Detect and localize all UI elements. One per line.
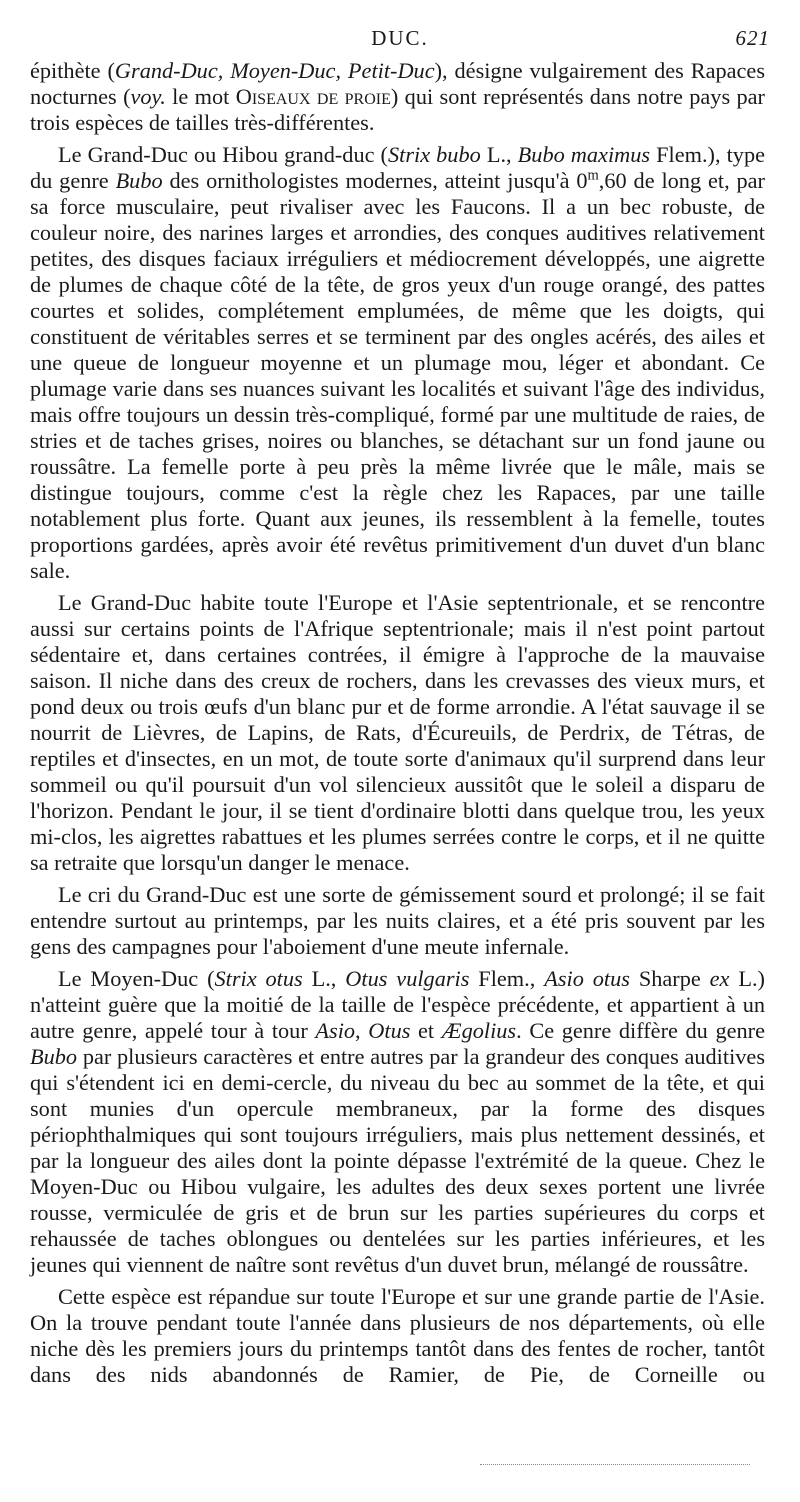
text-segment: . Ce genre diffère du genre [516,1018,765,1043]
text-segment: Strix bubo [387,142,481,167]
text-segment: Ægolius [441,1018,517,1043]
text-segment: Otus vulgaris [345,966,470,991]
text-segment: m [587,167,599,184]
text-segment: Strix otus [214,966,303,991]
text-segment: Bubo [115,168,163,193]
text-segment: Le Moyen-Duc ( [58,966,215,991]
text-segment: Asio [315,1018,356,1043]
text-segment: des ornithologistes modernes, atteint jusqu'à 0 [162,168,588,193]
text-segment: Bubo maximus [517,142,651,167]
footer-dotted-rule [480,1464,750,1465]
text-segment: Sharpe [629,966,710,991]
text-segment: ), désigne vulgairement des Rapaces nocturnes ( [30,58,766,109]
text-segment: ex [709,966,730,991]
text-segment: et [410,1018,442,1043]
text-segment: épithète ( [30,58,115,83]
text-segment: , [355,1018,369,1043]
text-segment: voy. [130,84,166,109]
text-segment: ) qui sont représentés dans notre pays par trois espèces de tailles très-différentes. [30,84,765,135]
body-text [30,58,765,1394]
text-segment: Asio otus [544,966,630,991]
paragraph [30,882,765,960]
text-segment: par plusieurs caractères et entre autres par la grandeur des conques auditives qui s'étendent ici en demi-cercle, du niveau du bec au sommet de la tête, et qui sont munies d'un opercule membraneux, par la forme des disques périophthalmiques qui sont toujours irréguliers, mais plus nettement dessinés, et par la longueur des ailes dont la pointe dépasse l'extrémité de la queue. Chez le Moyen-Duc ou Hibou vulgaire, les adultes des deux sexes portent une livrée rousse, vermiculée de gris et de brun sur les parties supérieures du corps et rehaussée de taches oblongues ou dentelées sur les parties inférieures, et les jeunes qui viennent de naître sont revêtus d'un duvet brun, mélangé de roussâtre. [30,1044,765,1277]
running-head: DUC. [371,26,429,50]
text-segment: Oiseaux de proie [235,84,391,109]
paragraph [30,58,765,136]
text-segment: Otus [368,1018,411,1043]
text-segment: L.) n'atteint guère que la moitié de la taille de l'espèce précédente, et appartient à un autre genre, appelé tour à tour [30,966,765,1043]
text-segment: Flem., [469,966,545,991]
page-header [30,26,770,54]
text-segment: Grand-Duc, Moyen-Duc, Petit-Duc [114,58,435,83]
text-segment: ,60 de long et, par sa force musculaire, peut rivaliser avec les Faucons. Il a un bec robuste, de couleur noire, des narines larges et arrondies, des conques auditives relativement petites, des disques faciaux irréguliers et médiocrement développés, une aigrette de plumes de chaque côté de la tête, de gros yeux d'un rouge orangé, des pattes courtes et solides, complétement emplumées, de même que les doigts, qui constituent de véritables serres et se terminent par des ongles acérés, des ailes et une queue de longueur moyenne et un plumage mou, léger et abondant. Ce plumage varie dans ses nuances suivant les localités et suivant l'âge des individus, mais offre toujours un dessin très-compliqué, formé par une multitude de raies, de stries et de taches grises, noires ou blanches, se détachant sur un fond jaune ou roussâtre. La femelle porte à peu près la même livrée que le mâle, mais se distingue toujours, comme c'est la règle chez les Rapaces, par une taille notablement plus forte. Quant aux jeunes, ils ressemblent à la femelle, toutes proportions gardées, après avoir été revêtus primitivement d'un duvet d'un blanc sale. [30,168,765,583]
paragraph [30,142,765,584]
paragraph [30,966,765,1278]
paragraph [30,590,765,876]
text-segment: L., [480,142,518,167]
paragraph [30,1284,765,1388]
text-segment: Bubo [30,1044,78,1069]
text-segment: Flem.), type du genre [30,142,766,193]
text-segment: Le Grand-Duc ou Hibou grand-duc ( [58,142,388,167]
page-number: 621 [735,26,770,50]
text-segment: L., [302,966,346,991]
text-segment: Le Grand-Duc habite toute l'Europe et l'Asie septentrionale, et se rencontre aussi sur certains points de l'Afrique septentrionale; mais il n'est point partout sédentaire et, dans certaines contrées, il émigre à l'approche de la mauvaise saison. Il niche dans des creux de rochers, dans les crevasses des vieux murs, et pond deux ou trois œufs d'un blanc pur et de forme arrondie. A l'état sauvage il se nourrit de Lièvres, de Lapins, de Rats, d'Écureuils, de Perdrix, de Tétras, de reptiles et d'insectes, en un mot, de toute sorte d'animaux qu'il surprend dans leur sommeil ou qu'il poursuit d'un vol silencieux aussitôt que le soleil a disparu de l'horizon. Pendant le jour, il se tient d'ordinaire blotti dans quelque trou, les yeux mi-clos, les aigrettes rabattues et les plumes serrées contre le corps, et il ne quitte sa retraite que lorsqu'un danger le menace. [30,590,765,875]
text-segment: le mot [165,84,236,109]
text-segment: Cette espèce est répandue sur toute l'Europe et sur une grande partie de l'Asie. On la trouve pendant toute l'année dans plusieurs de nos départements, où elle niche dès les premiers jours du printemps tantôt dans des fentes de rocher, tantôt dans des nids abandonnés de Ramier, de Pie, de Corneille ou [30,1284,765,1387]
text-segment: Le cri du Grand-Duc est une sorte de gémissement sourd et prolongé; il se fait entendre surtout au printemps, par les nuits claires, et a été pris souvent par les gens des campagnes pour l'aboiement d'une meute infernale. [30,882,765,959]
